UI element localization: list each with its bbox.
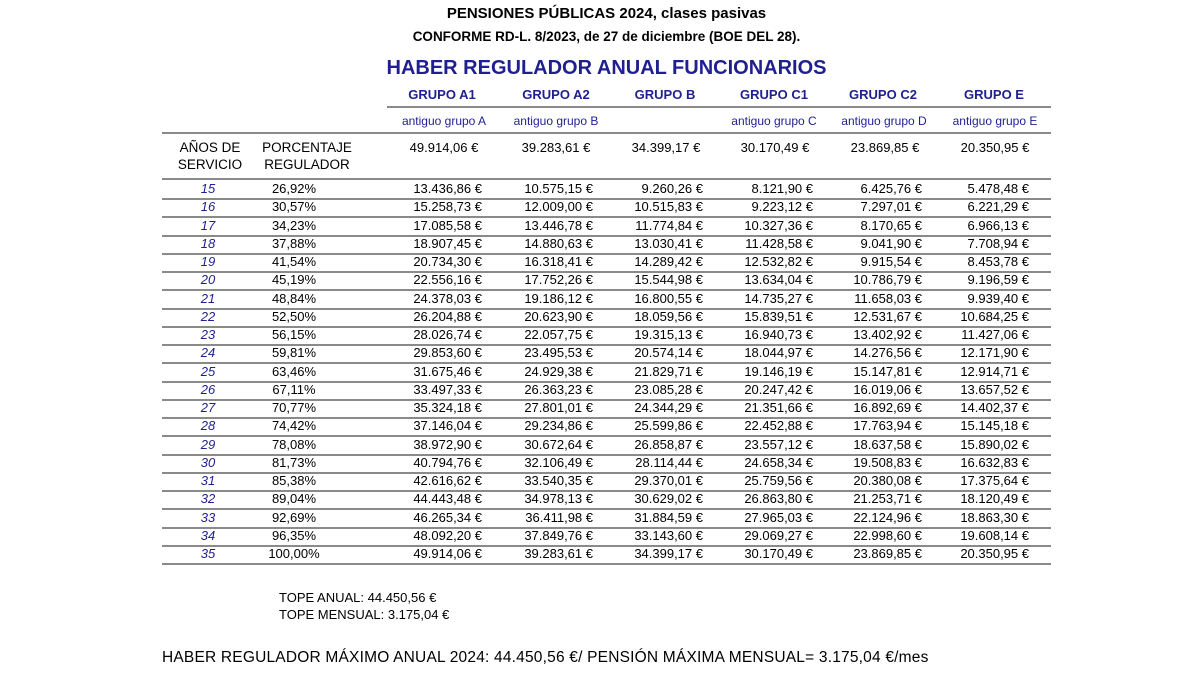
group-header: GRUPO B	[634, 87, 696, 102]
amount-cell: 14.735,27 €	[744, 290, 813, 306]
group-header: GRUPO C1	[740, 87, 808, 102]
amount-cell: 24.344,29 €	[634, 400, 703, 415]
amount-cell: 7.708,94 €	[967, 235, 1029, 251]
footer-note: HABER REGULADOR MÁXIMO ANUAL 2024: 44.450,56 €/ PENSIÓN MÁXIMA MENSUAL= 3.175,04 €/mes	[162, 649, 929, 666]
percentage-cell: 45,19%	[271, 272, 317, 288]
amount-cell: 40.794,76 €	[413, 454, 482, 470]
tope-mensual: TOPE MENSUAL: 3.175,04 €	[279, 607, 450, 622]
amount-cell: 30.672,64 €	[524, 436, 593, 452]
table-row	[162, 436, 1051, 456]
amount-cell: 11.427,06 €	[961, 327, 1029, 342]
amount-cell: 22.998,60 €	[853, 527, 922, 543]
group-header: GRUPO E	[964, 87, 1024, 102]
amount-cell: 20.734,30 €	[413, 254, 482, 269]
amount-cell: 18.044,97 €	[744, 345, 813, 361]
amount-cell: 19.508,83 €	[853, 454, 922, 470]
amount-cell: 10.327,36 €	[744, 217, 813, 233]
amount-cell: 17.763,94 €	[853, 418, 922, 434]
amount-cell: 9.223,12 €	[751, 199, 813, 215]
amount-cell: 20.247,42 €	[744, 381, 813, 397]
amount-cell: 14.880,63 €	[524, 235, 593, 251]
amount-cell: 42.616,62 €	[413, 473, 482, 488]
percentage-cell: 89,04%	[271, 491, 317, 507]
years-cell: 18	[200, 235, 216, 251]
amount-cell: 34.978,13 €	[524, 491, 593, 507]
years-cell: 15	[200, 181, 216, 196]
amount-cell: 22.556,16 €	[413, 272, 482, 288]
percentage-cell: 78,08%	[271, 436, 317, 452]
table-row	[162, 344, 1051, 364]
amount-cell: 22.124,96 €	[853, 509, 922, 525]
amount-cell: 21.253,71 €	[853, 491, 922, 507]
amount-cell: 31.675,46 €	[413, 363, 482, 379]
amount-cell: 19.146,19 €	[744, 363, 813, 379]
amount-cell: 20.574,14 €	[634, 345, 703, 361]
percentage-cell: 81,73%	[271, 454, 317, 470]
amount-cell: 25.759,56 €	[744, 473, 813, 488]
group-header: GRUPO C2	[849, 87, 917, 102]
amount-cell: 20.623,90 €	[524, 308, 593, 324]
amount-cell: 18.120,49 €	[960, 491, 1029, 507]
amount-cell: 10.515,83 €	[634, 199, 703, 215]
header-rule	[387, 106, 1051, 108]
years-cell: 16	[200, 199, 216, 215]
table-row	[162, 253, 1051, 273]
amount-cell: 46.265,34 €	[413, 509, 482, 525]
years-cell: 25	[200, 363, 216, 379]
amount-cell: 23.557,12 €	[744, 436, 813, 452]
years-cell: 21	[200, 290, 216, 306]
amount-cell: 17.085,58 €	[413, 217, 482, 233]
amount-cell: 36.411,98 €	[525, 509, 593, 525]
amount-cell: 26.858,87 €	[634, 436, 703, 452]
amount-cell: 29.234,86 €	[524, 418, 593, 434]
amount-cell: 34.399,17 €	[634, 546, 703, 561]
amount-cell: 6.966,13 €	[967, 217, 1029, 233]
amount-cell: 12.531,67 €	[853, 308, 922, 324]
years-cell: 30	[200, 454, 216, 470]
amount-cell: 49.914,06 €	[413, 546, 482, 561]
amount-cell: 20.350,95 €	[960, 546, 1029, 561]
amount-cell: 16.892,69 €	[853, 400, 922, 415]
amount-cell: 18.059,56 €	[634, 308, 703, 324]
amount-cell: 23.085,28 €	[634, 381, 703, 397]
amount-cell: 25.599,86 €	[634, 418, 703, 434]
percentage-cell: 30,57%	[271, 199, 317, 215]
table-row	[162, 308, 1051, 328]
percentage-cell: 100,00%	[268, 546, 320, 561]
percentage-cell: 52,50%	[271, 308, 317, 324]
amount-cell: 15.147,81 €	[853, 363, 922, 379]
table-row	[162, 399, 1051, 419]
table-row	[162, 417, 1051, 437]
amount-cell: 15.839,51 €	[744, 308, 813, 324]
amount-cell: 23.869,85 €	[853, 546, 922, 561]
amount-cell: 23.495,53 €	[524, 345, 593, 361]
amount-cell: 38.972,90 €	[413, 436, 482, 452]
years-cell: 17	[200, 217, 216, 233]
amount-cell: 37.849,76 €	[524, 527, 593, 543]
amount-cell: 19.186,12 €	[524, 290, 593, 306]
amount-cell: 33.540,35 €	[524, 473, 593, 488]
amount-cell: 31.884,59 €	[634, 509, 703, 525]
years-cell: 31	[200, 473, 216, 488]
percentage-cell: 41,54%	[271, 254, 317, 269]
amount-cell: 29.853,60 €	[413, 345, 482, 361]
years-cell: 27	[200, 400, 216, 415]
amount-cell: 32.106,49 €	[524, 454, 593, 470]
amount-cell: 21.829,71 €	[634, 363, 703, 379]
amount-cell: 17.375,64 €	[960, 473, 1029, 488]
table-row	[162, 527, 1051, 547]
amount-cell: 16.318,41 €	[524, 254, 593, 269]
amount-cell: 7.297,01 €	[860, 199, 922, 215]
amount-cell: 35.324,18 €	[413, 400, 482, 415]
amount-cell: 22.452,88 €	[744, 418, 813, 434]
percentage-cell: 63,46%	[271, 363, 317, 379]
percentage-cell: 85,38%	[271, 473, 317, 488]
amount-cell: 11.774,84 €	[635, 217, 703, 233]
base-salary: 49.914,06 €	[409, 140, 479, 155]
table-row	[162, 490, 1051, 510]
amount-cell: 18.907,45 €	[413, 235, 482, 251]
amount-cell: 18.637,58 €	[853, 436, 922, 452]
base-salary: 23.869,85 €	[850, 140, 920, 155]
document-subtitle: CONFORME RD-L. 8/2023, de 27 de diciembre (BOE DEL 28).	[412, 29, 801, 44]
amount-cell: 13.446,78 €	[524, 217, 593, 233]
amount-cell: 26.363,23 €	[524, 381, 593, 397]
amount-cell: 5.478,48 €	[967, 181, 1029, 196]
amount-cell: 9.196,59 €	[967, 272, 1029, 288]
amount-cell: 10.786,79 €	[853, 272, 922, 288]
base-salary: 39.283,61 €	[521, 140, 591, 155]
amount-cell: 17.752,26 €	[524, 272, 593, 288]
amount-cell: 14.289,42 €	[634, 254, 703, 269]
group-subheader: antiguo grupo D	[841, 114, 927, 128]
amount-cell: 44.443,48 €	[413, 491, 482, 507]
amount-cell: 22.057,75 €	[524, 327, 593, 342]
table-top-rule	[162, 132, 1051, 134]
amount-cell: 10.684,25 €	[960, 308, 1029, 324]
amount-cell: 13.657,52 €	[960, 381, 1029, 397]
amount-cell: 33.497,33 €	[413, 381, 482, 397]
group-subheader: antiguo grupo B	[513, 114, 599, 128]
amount-cell: 12.532,82 €	[744, 254, 813, 269]
group-subheader: antiguo grupo E	[952, 114, 1038, 128]
table-row	[162, 363, 1051, 383]
amount-cell: 26.204,88 €	[413, 308, 482, 324]
amount-cell: 8.121,90 €	[751, 181, 813, 196]
amount-cell: 16.632,83 €	[960, 454, 1029, 470]
amount-cell: 28.114,44 €	[635, 454, 703, 470]
table-row	[162, 235, 1051, 255]
document-title: PENSIONES PÚBLICAS 2024, clases pasivas	[446, 5, 767, 22]
amount-cell: 10.575,15 €	[524, 181, 593, 196]
years-cell: 19	[200, 254, 216, 269]
amount-cell: 24.929,38 €	[524, 363, 593, 379]
years-of-service-label: AÑOS DE SERVICIO	[177, 140, 243, 172]
base-salary: 34.399,17 €	[631, 140, 701, 155]
years-cell: 33	[200, 509, 216, 525]
group-header: GRUPO A2	[522, 87, 590, 102]
amount-cell: 11.658,03 €	[854, 290, 922, 306]
amount-cell: 6.425,76 €	[860, 181, 922, 196]
amount-cell: 16.019,06 €	[853, 381, 922, 397]
amount-cell: 13.030,41 €	[634, 235, 703, 251]
amount-cell: 28.026,74 €	[413, 327, 482, 342]
amount-cell: 8.170,65 €	[860, 217, 922, 233]
years-cell: 23	[200, 327, 216, 342]
amount-cell: 29.370,01 €	[634, 473, 703, 488]
amount-cell: 9.041,90 €	[860, 235, 922, 251]
years-cell: 26	[200, 381, 216, 397]
percentage-cell: 26,92%	[271, 181, 317, 196]
base-salary: 30.170,49 €	[740, 140, 810, 155]
table-row	[162, 180, 1051, 200]
table-row	[162, 326, 1051, 346]
table-row	[162, 271, 1051, 291]
amount-cell: 24.378,03 €	[413, 290, 482, 306]
amount-cell: 9.939,40 €	[967, 290, 1029, 306]
amount-cell: 21.351,66 €	[744, 400, 813, 415]
tope-anual: TOPE ANUAL: 44.450,56 €	[279, 590, 437, 605]
years-cell: 22	[200, 308, 216, 324]
amount-cell: 26.863,80 €	[744, 491, 813, 507]
percentage-cell: 34,23%	[271, 217, 317, 233]
amount-cell: 27.801,01 €	[524, 400, 593, 415]
amount-cell: 12.171,90 €	[960, 345, 1029, 361]
percentage-cell: 59,81%	[271, 345, 317, 361]
years-cell: 34	[200, 527, 216, 543]
amount-cell: 14.402,37 €	[960, 400, 1029, 415]
years-cell: 28	[200, 418, 216, 434]
amount-cell: 14.276,56 €	[853, 345, 922, 361]
amount-cell: 9.260,26 €	[641, 181, 703, 196]
amount-cell: 39.283,61 €	[524, 546, 593, 561]
amount-cell: 12.009,00 €	[524, 199, 593, 215]
years-cell: 32	[200, 491, 216, 507]
percentage-cell: 70,77%	[271, 400, 317, 415]
table-row	[162, 381, 1051, 401]
amount-cell: 29.069,27 €	[744, 527, 813, 543]
percentage-cell: 37,88%	[271, 235, 317, 251]
amount-cell: 48.092,20 €	[413, 527, 482, 543]
percentage-cell: 96,35%	[271, 527, 317, 543]
percentage-cell: 92,69%	[271, 509, 317, 525]
amount-cell: 27.965,03 €	[744, 509, 813, 525]
group-subheader: antiguo grupo A	[401, 114, 487, 128]
years-cell: 20	[200, 272, 216, 288]
amount-cell: 33.143,60 €	[634, 527, 703, 543]
table-row	[162, 217, 1051, 237]
table-row	[162, 509, 1051, 529]
amount-cell: 16.940,73 €	[744, 327, 813, 342]
years-cell: 29	[200, 436, 216, 452]
amount-cell: 8.453,78 €	[967, 254, 1029, 269]
amount-cell: 24.658,34 €	[744, 454, 813, 470]
group-subheader: antiguo grupo C	[731, 114, 817, 128]
amount-cell: 19.315,13 €	[634, 327, 703, 342]
amount-cell: 30.170,49 €	[744, 546, 813, 561]
percentage-label: PORCENTAJE REGULADOR	[262, 140, 352, 172]
amount-cell: 20.380,08 €	[853, 473, 922, 488]
amount-cell: 15.145,18 €	[960, 418, 1029, 434]
amount-cell: 11.428,58 €	[745, 235, 813, 251]
amount-cell: 37.146,04 €	[413, 418, 482, 434]
amount-cell: 16.800,55 €	[634, 290, 703, 306]
table-row	[162, 472, 1051, 492]
table-row	[162, 454, 1051, 474]
amount-cell: 18.863,30 €	[960, 509, 1029, 525]
years-cell: 35	[200, 546, 216, 561]
table-row	[162, 290, 1051, 310]
table-row	[162, 545, 1051, 565]
amount-cell: 13.402,92 €	[853, 327, 922, 342]
amount-cell: 12.914,71 €	[960, 363, 1029, 379]
percentage-cell: 67,11%	[272, 381, 316, 397]
amount-cell: 15.258,73 €	[413, 199, 482, 215]
amount-cell: 30.629,02 €	[634, 491, 703, 507]
group-header: GRUPO A1	[408, 87, 476, 102]
percentage-cell: 74,42%	[271, 418, 317, 434]
base-salary: 20.350,95 €	[960, 140, 1030, 155]
amount-cell: 19.608,14 €	[960, 527, 1029, 543]
amount-cell: 13.634,04 €	[744, 272, 813, 288]
amount-cell: 6.221,29 €	[967, 199, 1029, 215]
amount-cell: 9.915,54 €	[860, 254, 922, 269]
table-heading: HABER REGULADOR ANUAL FUNCIONARIOS	[386, 57, 827, 79]
table-row	[162, 198, 1051, 218]
amount-cell: 13.436,86 €	[413, 181, 482, 196]
years-cell: 24	[200, 345, 216, 361]
percentage-cell: 48,84%	[271, 290, 317, 306]
amount-cell: 15.544,98 €	[634, 272, 703, 288]
amount-cell: 15.890,02 €	[960, 436, 1029, 452]
percentage-cell: 56,15%	[271, 327, 317, 342]
